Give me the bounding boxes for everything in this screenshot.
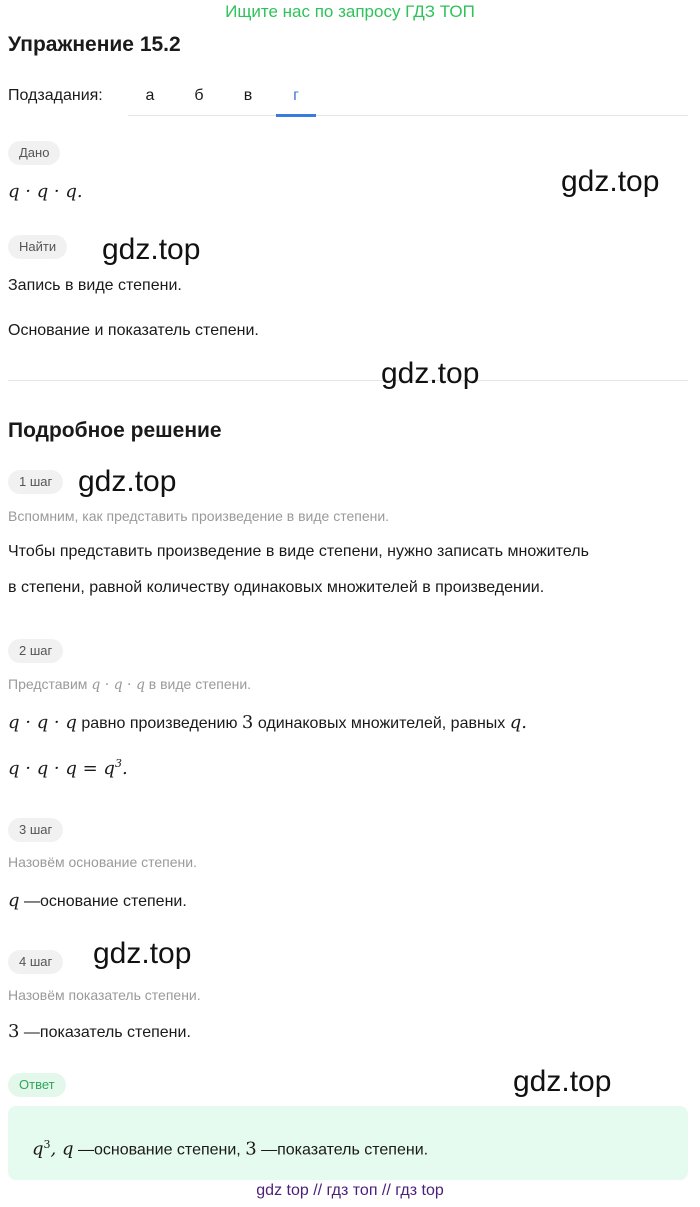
step-1-pill: 1 шаг <box>8 470 63 494</box>
tab-b[interactable]: б <box>194 87 204 104</box>
answer-exponent: 3 <box>43 1138 51 1151</box>
find-line-2: Основание и показатель степени. <box>8 322 259 339</box>
watermark: gdz.top <box>93 937 192 970</box>
answer-text-1: —основание степени, <box>77 1141 241 1159</box>
step-2-line <box>8 712 527 733</box>
step-3-text: —основание степени. <box>23 893 187 910</box>
step-2-eq-left: q · q · q = q <box>8 758 115 779</box>
step-3-hint: Назовём основание степени. <box>8 854 197 870</box>
find-line-1: Запись в виде степени. <box>8 277 182 294</box>
step-2-text-2: одинаковых множителей, равных <box>257 715 506 732</box>
page-title: Упражнение 15.2 <box>8 33 181 56</box>
answer-text-2: —показатель степени. <box>261 1141 429 1159</box>
answer-pill: Ответ <box>8 1073 66 1097</box>
watermark: gdz.top <box>513 1065 612 1098</box>
step-2-hint-math: q · q · q <box>91 677 145 693</box>
step-1-line-1: Чтобы представить произведение в виде степени, нужно записать множитель <box>8 543 589 560</box>
step-2-math-2: 3 <box>241 712 254 733</box>
tab-g[interactable]: г <box>293 87 299 104</box>
step-2-pill: 2 шаг <box>8 639 63 663</box>
step-2-math-3: q. <box>509 712 527 733</box>
step-4-pill: 4 шаг <box>8 950 63 974</box>
watermark: gdz.top <box>381 357 480 390</box>
answer-math-2: , q <box>50 1138 74 1160</box>
top-banner: Ищите нас по запросу ГДЗ ТОП <box>225 2 475 21</box>
step-3-line <box>8 890 187 911</box>
step-4-hint: Назовём показатель степени. <box>8 987 201 1003</box>
step-2-equation <box>8 757 128 779</box>
solution-title: Подробное решение <box>8 419 222 442</box>
answer-math-1: q <box>32 1138 44 1160</box>
step-4-line <box>8 1021 191 1042</box>
tab-active-indicator <box>276 114 316 117</box>
tab-a[interactable]: а <box>145 87 155 104</box>
step-2-math-1: q · q · q <box>8 712 77 733</box>
answer-line <box>32 1138 428 1159</box>
watermark: gdz.top <box>78 465 177 498</box>
step-4-text: —показатель степени. <box>23 1024 191 1041</box>
step-2-hint <box>8 676 251 693</box>
find-pill: Найти <box>8 235 67 259</box>
section-divider <box>8 380 688 381</box>
answer-math-3: 3 <box>245 1138 257 1160</box>
step-3-pill: 3 шаг <box>8 818 63 842</box>
step-2-text-1: равно произведению <box>81 715 238 732</box>
tab-v[interactable]: в <box>243 87 253 104</box>
step-2-eq-exponent: 3 <box>114 757 122 770</box>
tabs-divider <box>128 115 688 116</box>
footer-links: gdz top // гдз топ // гдз top <box>256 1182 444 1199</box>
watermark: gdz.top <box>102 233 201 266</box>
step-2-eq-end: . <box>121 758 128 779</box>
step-1-line-2: в степени, равной количеству одинаковых множителей в произведении. <box>8 579 545 596</box>
step-1-hint: Вспомним, как представить произведение в виде степени. <box>8 508 390 524</box>
given-pill: Дано <box>8 141 60 165</box>
step-2-hint-before: Представим <box>8 676 88 692</box>
step-2-hint-after: в виде степени. <box>148 676 252 692</box>
step-3-math: q <box>8 890 20 911</box>
subtasks-label: Подзадания: <box>8 87 103 104</box>
given-expression: q · q · q. <box>8 181 83 202</box>
step-4-math: 3 <box>8 1021 20 1042</box>
watermark: gdz.top <box>561 165 660 198</box>
